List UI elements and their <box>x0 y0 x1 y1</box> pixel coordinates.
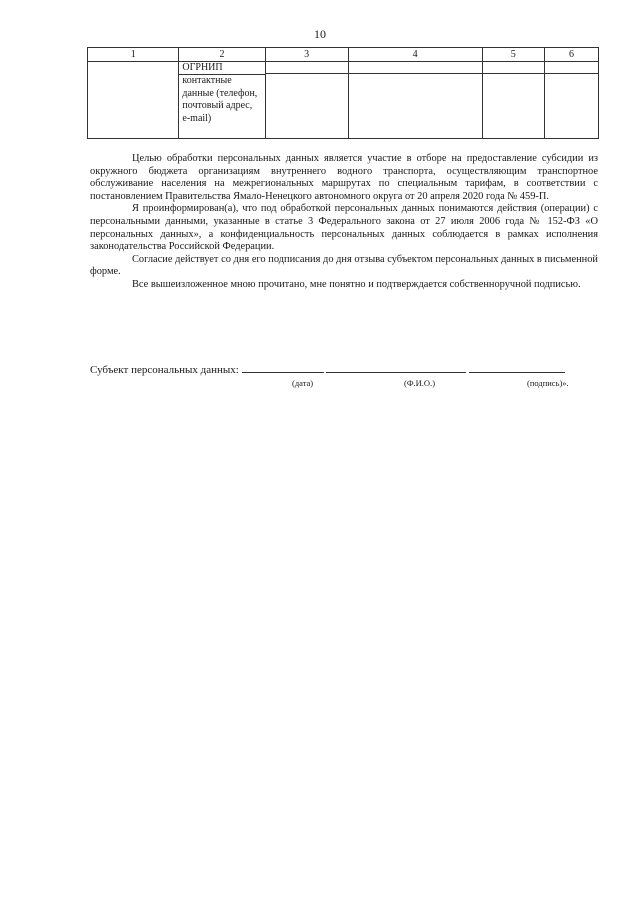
table-cell <box>265 62 348 139</box>
table-cell <box>544 62 598 139</box>
table-header-row <box>88 48 599 62</box>
body-text <box>90 153 598 292</box>
table-header-cell: 6 <box>544 48 598 62</box>
signature-blank[interactable] <box>469 362 565 373</box>
date-caption: (дата) <box>292 378 314 388</box>
table-header-cell: 1 <box>88 48 179 62</box>
table-cell <box>348 62 482 139</box>
table-header-cell: 2 <box>179 48 265 62</box>
paragraph-confirmation: Все вышеизложенное мною прочитано, мне понятно и подтверждается собственноручной подписью. <box>132 278 581 290</box>
paragraph-purpose: Целью обработки персональных данных является участие в отборе на предоставление субсидии из окружного бюджета организациям внутреннего водного транспорта, осуществляющим транспортное обслуживание населения на межрегиональных маршрутах по специальным тарифам, в соответствии с постановлением Правительства Ямало-Ненецкого автономного округа от 20 апреля 2020 года № 459-П. <box>90 153 598 202</box>
data-table <box>87 47 599 139</box>
contacts-label: контактные данные (телефон, почтовый адрес, e-mail) <box>182 75 258 124</box>
signature-label: Субъект персональных данных: <box>90 364 239 376</box>
name-caption: (Ф.И.О.) <box>404 378 436 388</box>
ogrnip-label: ОГРНИП <box>179 62 264 75</box>
table-cell-ogrnip-contacts <box>179 62 265 139</box>
table-header-cell: 5 <box>482 48 544 62</box>
signature-line <box>90 362 600 376</box>
table-header-cell: 4 <box>348 48 482 62</box>
paragraph-validity: Согласие действует со дня его подписания до дня отзыва субъектом персональных данных в письменной форме. <box>90 253 598 278</box>
table-header-cell: 3 <box>265 48 348 62</box>
table-cell <box>482 62 544 139</box>
page-number: 10 <box>314 27 326 41</box>
name-blank[interactable] <box>326 362 466 373</box>
table-row <box>88 62 599 139</box>
table-cell <box>88 62 179 139</box>
paragraph-informed: Я проинформирован(а), что под обработкой персональных данных понимаются действия (операции) с персональными данными, указанные в статье 3 Федерального закона от 27 июля 2006 года № 152-ФЗ «О персональных данных», а конфиденциальность персональных данных соблюдается в рамках исполнения законодательства Российской Федерации. <box>90 203 598 253</box>
signature-caption: (подпись)». <box>527 378 569 388</box>
date-blank[interactable] <box>242 362 324 373</box>
